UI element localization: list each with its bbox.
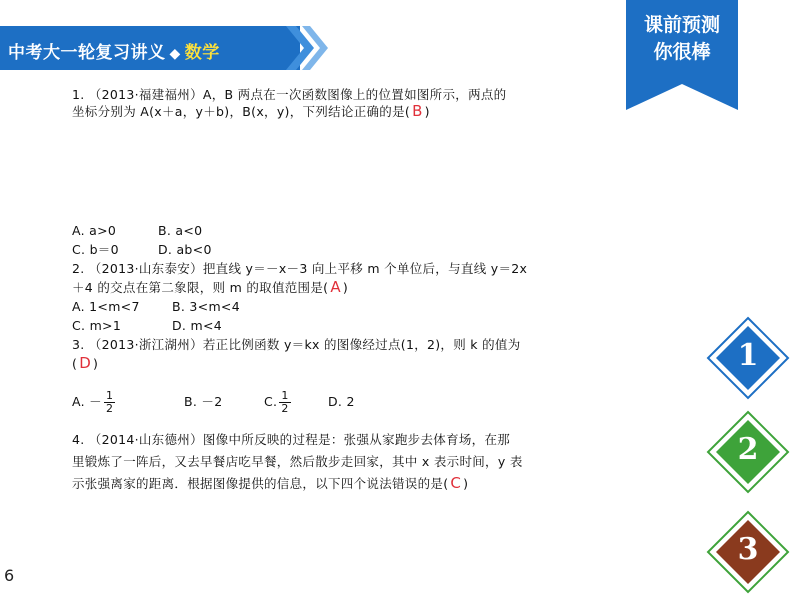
header-title [8,38,220,63]
q3-stem-open: ( [72,356,78,371]
q1-option-b: B. a<0 [158,223,203,238]
q1-figure-space [72,120,637,222]
q2-options-row-1 [72,298,637,315]
q3-option-c-denominator: 2 [281,402,289,415]
badge-1-number: 1 [737,338,759,373]
q2-option-a: A. 1<m<7 [72,299,140,314]
q2-stem-2: ＋4 的交点在第二象限，则 m 的取值范围是( [72,280,329,295]
q1-answer: B [412,102,423,120]
q1-options-row-1 [72,222,637,239]
page-number: 6 [4,566,15,585]
q1-option-a: A. a>0 [72,223,117,238]
q3-option-a [72,388,184,416]
q3-options-row [72,388,637,416]
q3-option-d: D. 2 [328,394,355,409]
q4-line-1 [72,431,637,448]
badge-3-number: 3 [737,532,759,567]
q1-line-1 [72,86,637,103]
header-title-text: 中考大一轮复习讲义 [8,43,166,63]
banner-line-1: 课前预测 [643,14,720,36]
q2-options-row-2 [72,317,637,334]
q2-stem-close: ) [342,280,349,295]
q3-option-c-prefix: C. [264,394,278,409]
chevron-right-icon [268,26,328,70]
q3-option-c-numerator: 1 [281,389,289,402]
q1-option-c: C. b＝0 [72,242,119,257]
q4-line-2 [72,453,637,470]
q3-stem-close: ) [93,356,99,371]
badge-2-number: 2 [737,432,759,467]
q1-option-d: D. ab<0 [158,242,212,257]
q1-options-row-2 [72,241,637,258]
q1-stem-close: ) [424,104,430,119]
q2-line-1 [72,260,637,277]
q3-option-a-fraction [104,390,115,415]
q3-option-b: B. －2 [184,394,223,409]
q3-option-a-denominator: 2 [105,402,114,415]
q1-line-2 [72,103,637,120]
q1-stem-1: 1. （2013·福建福州）A，B 两点在一次函数图像上的位置如图所示，两点的 [72,87,507,102]
q2-option-c: C. m>1 [72,318,122,333]
q2-option-b: B. 3<m<4 [172,299,240,314]
q3-line-1 [72,336,637,353]
q4-line-3 [72,475,637,492]
banner-text [626,12,738,66]
q2-line-2 [72,279,637,296]
q3-answer: D [79,354,92,372]
q4-stem-3: 示张强离家的距离．根据图像提供的信息，以下四个说法错误的是( [72,476,449,491]
q3-line-2 [72,355,637,372]
q4-stem-2: 里锻炼了一阵后，又去早餐店吃早餐，然后散步走回家，其中 x 表示时间，y 表 [72,454,523,469]
q3-option-a-numerator: 1 [105,389,114,402]
q4-answer: C [450,474,462,492]
q2-option-d: D. m<4 [172,318,222,333]
q2-stem-1: 2. （2013·山东泰安）把直线 y＝－x－3 向上平移 m 个单位后，与直线 y＝2x [72,261,528,276]
q4-stem-1: 4. （2014·山东德州）图像中所反映的过程是：张强从家跑步去体育场，在那 [72,432,511,447]
q4-stem-close: ) [463,476,469,491]
diamond-icon: ◆ [169,46,181,62]
q3-option-c [264,388,310,416]
banner-line-2: 你很棒 [653,41,711,63]
q3-option-a-prefix: A. － [72,394,102,409]
q2-answer: A [330,278,341,296]
subject-label: 数学 [184,43,220,63]
q3-stem-1: 3. （2013·浙江湖州）若正比例函数 y＝kx 的图像经过点(1，2)，则 k 的值为 [72,337,521,352]
q1-stem-2: 坐标分别为 A(x＋a，y＋b)，B(x，y)，下列结论正确的是( [72,104,411,119]
question-content [72,86,637,492]
q3-option-c-fraction [279,390,290,415]
